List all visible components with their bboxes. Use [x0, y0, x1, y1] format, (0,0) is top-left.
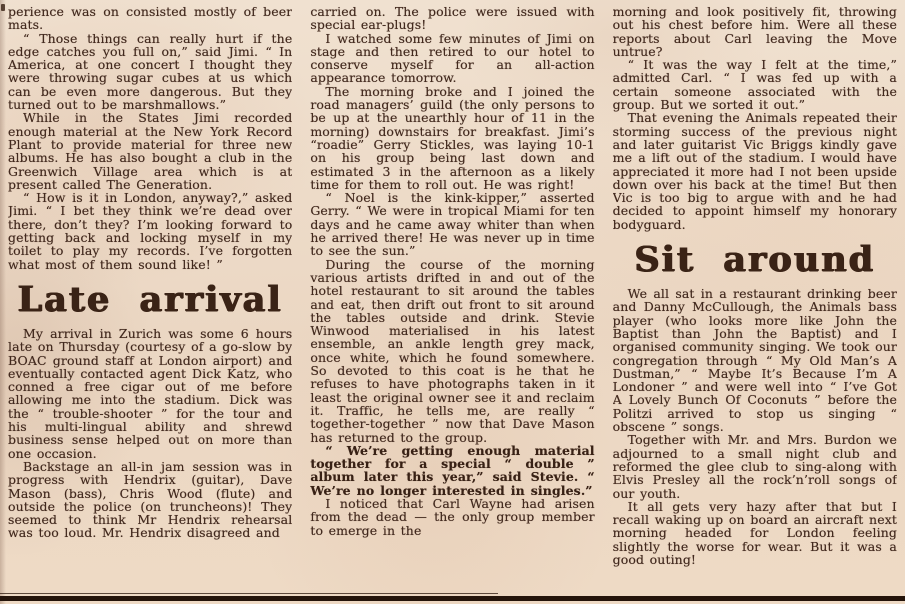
- paragraph: “ How is it in London, anyway?,” asked Jimi. “ I bet they think we’re dead over there, don’t they? I’m looking forward to getting back and locking myself in my toilet to play my records. I’ve forgotten what most of them sound like! ”: [8, 190, 293, 272]
- paragraph: carried on. The police were issued with special ear-plugs!: [310, 5, 595, 33]
- paragraph: perience was on consisted mostly of beer mats.: [8, 5, 293, 33]
- paragraph: It all gets very hazy after that but I recall waking up on board an aircraft next morning headed for London feeling slightly the worse for wear. But it was a good outing!: [612, 498, 897, 567]
- paragraph: “ Those things can really hurt if the edge catches you full on,” said Jimi. “ In America, at one concert I thought they were throwing sugar cubes at us which can be even more dangerous. But they turned out to be marshmallows.”: [8, 30, 293, 113]
- article-column-3: [613, 5, 897, 592]
- pull-quote-bold: “ We’re getting enough material together for a special “ double ” album later this year,” said Stevie. “ We’re no longer interested in singles.”: [310, 442, 595, 498]
- page-bottom-rule: [0, 596, 905, 601]
- paragraph: “ It was the way I felt at the time,” admitted Carl. “ I was fed up with a certain someone associated with the group. But we sorted it out.”: [612, 57, 897, 113]
- headline-sit-around: Sit around: [634, 239, 876, 281]
- paragraph: The morning broke and I joined the road managers’ guild (the only persons to be up at the unearthly hour of 11 in the morning) downstairs for breakfast. Jimi’s “roadie” Gerry Stickles, was laying 10-1 on his group being last down and estimated 3 in the afternoon as a likely time for them to roll out. He was right!: [310, 83, 595, 192]
- paragraph: Backstage an all-in jam session was in progress with Hendrix (guitar), Dave Mason (bass), Chris Wood (flute) and outside the police (on truncheons)! They seemed to think Mr Hendrix rehearsal was too loud. Mr. Hendrix disagreed and: [8, 458, 293, 541]
- paragraph: Together with Mr. and Mrs. Burdon we adjourned to a small night club and reformed the glee club to sing-along with Elvis Presley all the rock’n’roll songs of our youth.: [612, 432, 897, 501]
- paragraph: While in the States Jimi recorded enough material at the New York Record Plant to provide material for three new albums. He has also bought a club in the Greenwich Village area which is at present called The Generation.: [8, 110, 293, 192]
- paragraph: I watched some few minutes of Jimi on stage and then retired to our hotel to conserve myself for an all-action appearance tomorrow.: [310, 30, 595, 86]
- article-column-2: [310, 5, 594, 592]
- paragraph: “ Noel is the kink-kipper,” asserted Gerry. “ We were in tropical Miami for ten days and he came away whiter than when he arrived there! He was never up in time to see the sun.”: [310, 190, 595, 259]
- article-columns: [8, 5, 897, 592]
- headline-late-arrival: Late arrival: [17, 278, 283, 320]
- scan-edge-shadow: [0, 0, 6, 604]
- paragraph: We all sat in a restaurant drinking beer and Danny McCullough, the Animals bass player (who looks more like John the Baptist than John the Baptist) and I organised community singing. We took our congregation through “ My Old Man’s A Dustman,” “ Maybe It’s Because I’m A Londoner ” and were well into “ I’ve Got A Lovely Bunch Of Coconuts ” before the Politzi arrived to stop us singing “ obscene ” songs.: [612, 286, 897, 435]
- page-bottom-rule-thin: [0, 593, 498, 595]
- paragraph: That evening the Animals repeated their storming success of the previous night and later guitarist Vic Briggs kindly gave me a lift out of the stadium. I would have appreciated it more had I not been upside down over his back at the time! But then Vic is too big to argue with and he had decided to appoint himself my honorary bodyguard.: [612, 110, 897, 232]
- paragraph: During the course of the morning various artists drifted in and out of the hotel restaurant to sit around the tables and eat, then drift out front to sit around the tables outside and drink. Stevie Winwood materialised in his latest ensemble, an ankle length grey mack, once white, which he found somewhere. So devoted to this coat is he that he refuses to have photographs taken in it least the original owner see it and reclaim it. Traffic, he tells me, are really “ together-together ” now that Dave Mason has returned to the group.: [310, 256, 595, 445]
- paragraph: morning and look positively fit, throwing out his chest before him. Were all these reports about Carl leaving the Move untrue?: [612, 5, 897, 59]
- scan-artifact-mark: [1, 4, 5, 11]
- article-column-1: [8, 5, 292, 592]
- paragraph: I noticed that Carl Wayne had arisen from the dead — the only group member to emerge in the: [310, 495, 595, 538]
- paragraph: My arrival in Zurich was some 6 hours late on Thursday (courtesy of a go-slow by BOAC ground staff at London airport) and eventually contacted agent Dick Katz, who conned a free cigar out of me before allowing me into the stadium. Dick was the “ trouble-shooter ” for the tour and his multi-lingual ability and shrewd business sense helped out on more than one occasion.: [8, 325, 293, 461]
